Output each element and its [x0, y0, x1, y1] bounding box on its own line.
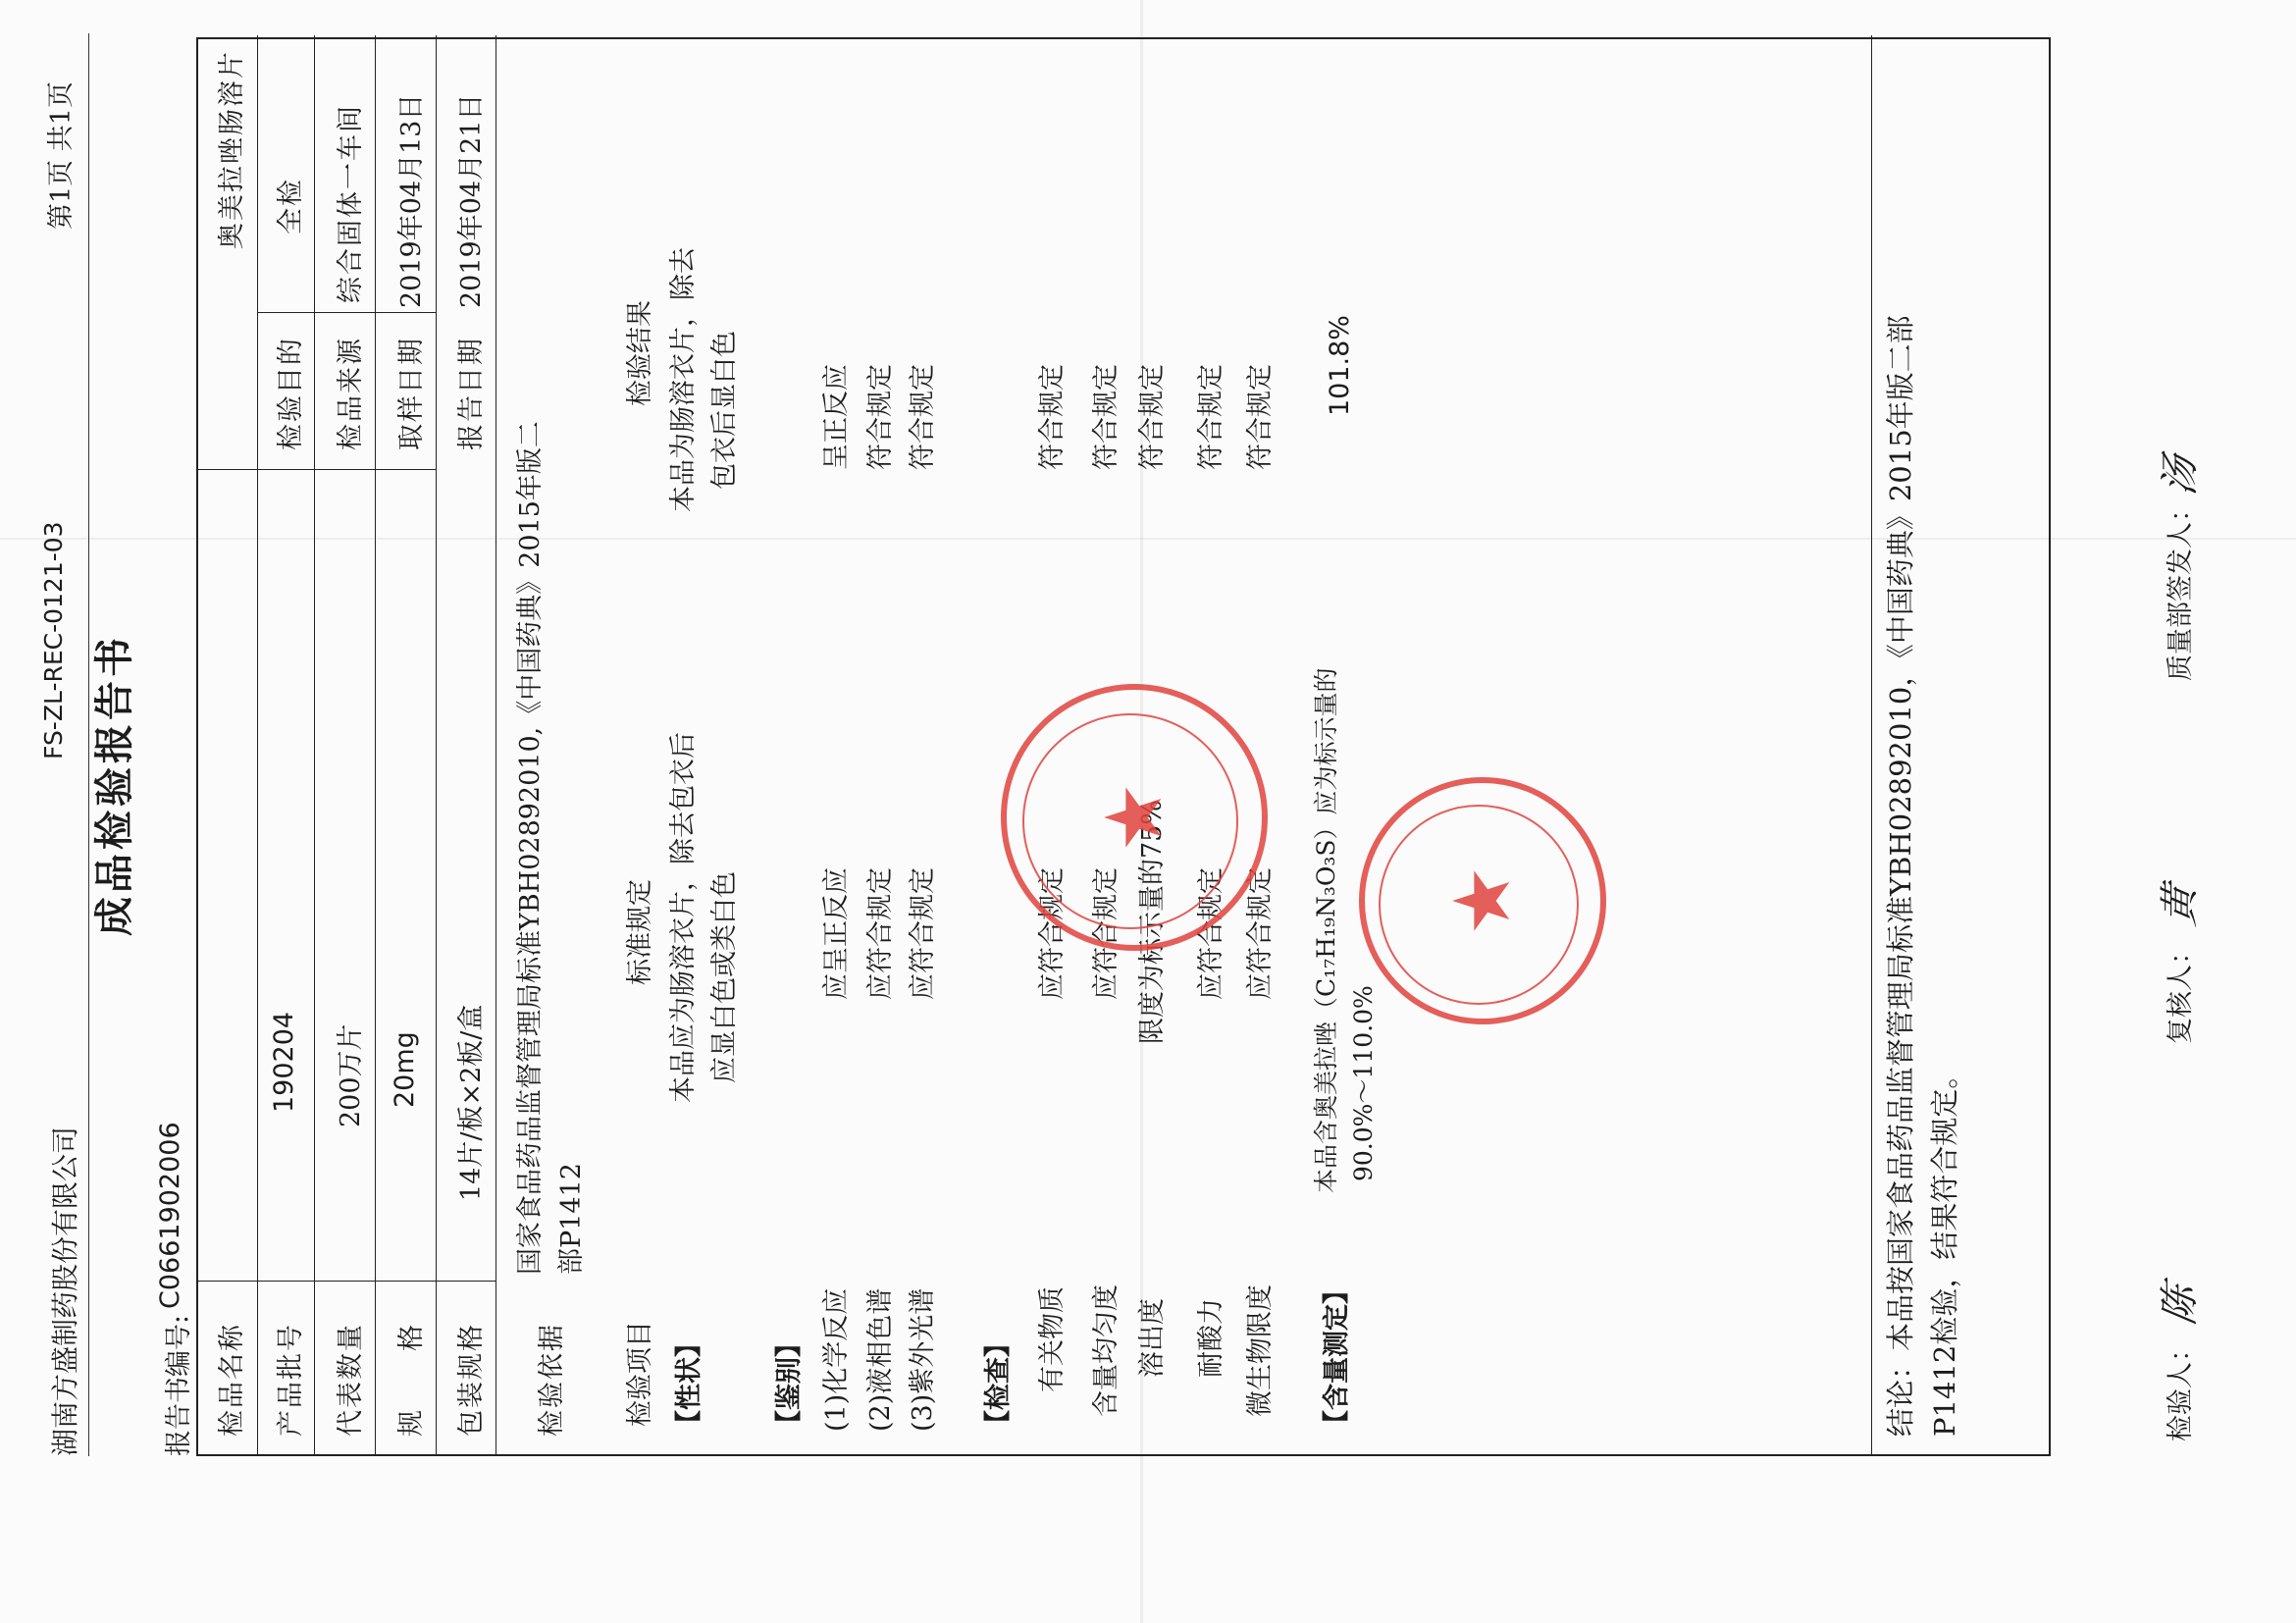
test-5-label: 微生物限度	[1245, 1284, 1276, 1417]
package-label: 包装规格	[456, 1323, 487, 1437]
characteristics-standard-2: 应显白色或类白色	[709, 871, 740, 1083]
seal-star-icon: ★	[1088, 782, 1179, 853]
id-3-standard: 应符合规定	[908, 867, 938, 1000]
purpose-label: 检验目的	[276, 337, 306, 450]
test-4-result: 符合规定	[1196, 364, 1226, 470]
product-name-label: 检品名称	[217, 1323, 247, 1437]
test-4-label: 耐酸力	[1196, 1298, 1226, 1378]
id-1-result: 呈正反应	[821, 364, 852, 470]
package: 14片/板×2板/盒	[456, 1004, 487, 1201]
basis-line-1: 国家食品药品监督管理局标准YBH02892010,《中国药典》2015年版二	[515, 421, 546, 1275]
product-name: 奥美拉唑肠溶片	[217, 50, 247, 249]
report-date-label: 报告日期	[456, 337, 487, 450]
inspector-label: 检验人：	[2166, 1335, 2196, 1441]
spec-label: 规 格	[396, 1323, 427, 1437]
characteristics-label: 【性状】	[674, 1331, 704, 1437]
test-2-result: 符合规定	[1091, 364, 1122, 470]
characteristics-result-1: 本品为肠溶衣片，除去	[668, 247, 699, 512]
batch-number: 190204	[269, 1011, 299, 1113]
id-2-result: 符合规定	[865, 364, 896, 470]
quantity: 200万片	[336, 1023, 366, 1127]
id-1-label: (1)化学反应	[821, 1287, 852, 1432]
test-5-result: 符合规定	[1245, 364, 1276, 470]
result-header: 检验结果	[625, 300, 655, 406]
form-code: FS-ZL-REC-0121-03	[39, 521, 68, 759]
batch-label: 产品批号	[276, 1323, 306, 1437]
source: 综合固体一车间	[336, 104, 366, 303]
report-title: 成品检验报告书	[91, 634, 137, 936]
sample-date-label: 取样日期	[396, 337, 427, 450]
spec: 20mg	[390, 1031, 420, 1108]
conclusion-line-2: P1412检验，结果符合规定。	[1928, 1060, 1961, 1437]
standard-header: 标准规定	[625, 879, 655, 985]
tests-label: 【检查】	[983, 1331, 1014, 1437]
assay-standard-2: 90.0%～110.0%	[1349, 985, 1378, 1181]
test-3-result: 符合规定	[1137, 364, 1168, 470]
assay-label: 【含量测定】	[1322, 1278, 1352, 1437]
report-number: C0661902006	[155, 1122, 185, 1309]
source-label: 检品来源	[336, 337, 366, 450]
assay-standard-1: 本品含奥美拉唑（C₁₇H₁₉N₃O₃S）应为标示量的	[1312, 667, 1340, 1193]
company-quality-seal-stamp	[1359, 777, 1606, 1024]
reviewer-label: 复核人：	[2166, 938, 2196, 1044]
id-2-label: (2)液相色谱	[865, 1287, 896, 1432]
reviewer-signature: 黄	[2158, 885, 2203, 929]
test-5-standard: 应符合规定	[1245, 867, 1276, 1000]
issuer-signature: 汤	[2158, 455, 2203, 499]
test-3-label: 溶出度	[1137, 1298, 1168, 1378]
report-number-label: 报告书编号:	[164, 1314, 194, 1456]
characteristics-standard-1: 本品应为肠溶衣片，除去包衣后	[668, 732, 699, 1103]
seal-star-icon: ★	[1436, 865, 1528, 936]
id-3-label: (3)紫外光谱	[908, 1287, 938, 1432]
id-1-standard: 应呈正反应	[821, 867, 852, 1000]
item-header: 检验项目	[625, 1321, 655, 1427]
test-1-label: 有关物质	[1037, 1286, 1068, 1392]
basis-line-2: 部P1412	[556, 1163, 587, 1275]
id-2-standard: 应符合规定	[865, 867, 896, 1000]
inspector-signature: 陈	[2158, 1284, 2203, 1329]
test-4-standard: 应符合规定	[1196, 867, 1226, 1000]
test-2-label: 含量均匀度	[1091, 1284, 1122, 1417]
report-date: 2019年04月21日	[456, 93, 487, 308]
conclusion-line-1: 结论：本品按国家食品药品监督管理局标准YBH02892010，《中国药典》2015年版二部	[1884, 315, 1917, 1437]
assay-result: 101.8%	[1325, 315, 1355, 416]
issuer-label: 质量部签发人：	[2166, 496, 2196, 681]
test-1-result: 符合规定	[1037, 364, 1068, 470]
test-3-standard: 限度为标示量的75%	[1137, 799, 1168, 1044]
test-2-standard: 应符合规定	[1091, 867, 1122, 1000]
company-name: 湖南方盛制药股份有限公司	[49, 1126, 81, 1456]
basis-label: 检验依据	[537, 1323, 567, 1437]
purpose: 全检	[276, 178, 306, 235]
characteristics-result-2: 包衣后显白色	[709, 331, 740, 490]
sample-date: 2019年04月13日	[396, 93, 427, 308]
provincial-seal-stamp	[1001, 684, 1268, 951]
identification-label: 【鉴别】	[774, 1331, 805, 1437]
test-1-standard: 应符合规定	[1037, 867, 1068, 1000]
quantity-label: 代表数量	[336, 1323, 366, 1437]
page-info: 第1页 共1页	[46, 81, 77, 230]
id-3-result: 符合规定	[908, 364, 938, 470]
